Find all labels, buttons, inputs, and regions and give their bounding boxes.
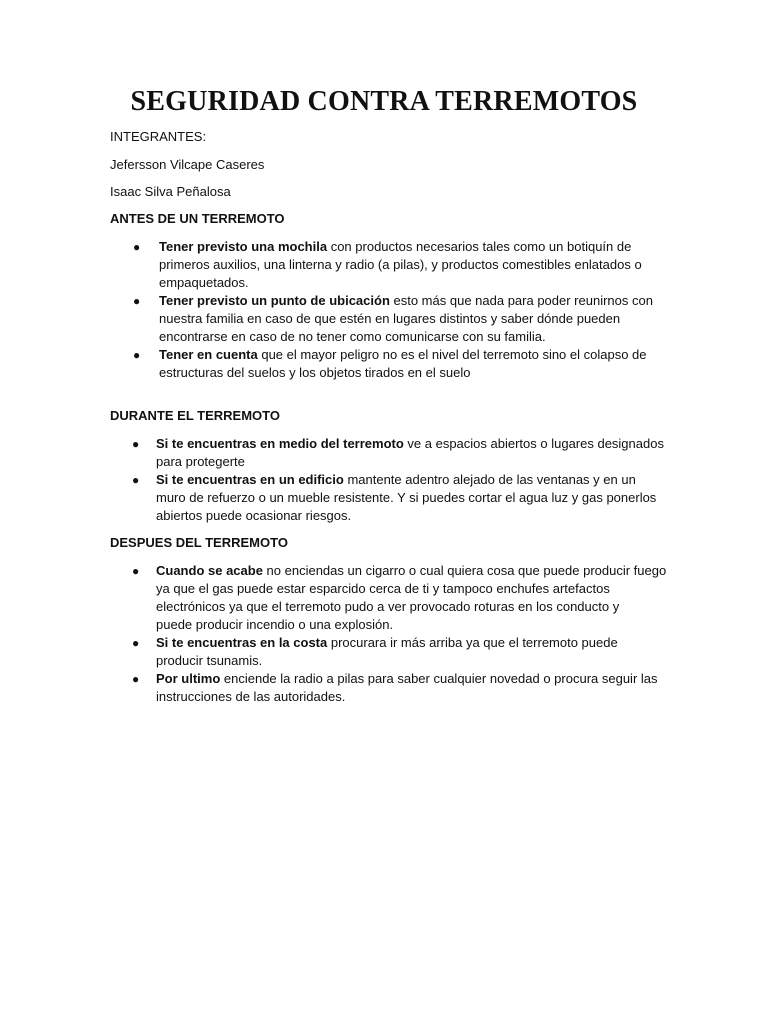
bullet-text: primeros auxilios, una linterna y radio (a pilas), y productos comestibles enlatados o [159, 257, 642, 272]
bullet-icon: ● [133, 348, 141, 362]
list-item [110, 238, 670, 292]
bullet-text: abiertos puede ocasionar riesgos. [156, 508, 352, 523]
bullet-icon: ● [133, 294, 141, 308]
section-heading-antes: ANTES DE UN TERREMOTO [110, 211, 285, 226]
bullet-icon: ● [133, 240, 141, 254]
bullet-text: nuestra familia en caso de que estén en lugares distintos y saber dónde pueden [159, 311, 621, 326]
list-item [110, 471, 670, 525]
bullet-text: ya que el gas puede estar esparcido cerca de ti y tampoco enchufes artefactos [156, 581, 610, 596]
bullet-text: instrucciones de las autoridades. [156, 689, 346, 704]
list-item [110, 346, 670, 382]
bullet-text: no enciendas un cigarro o cual quiera cosa que puede producir fuego [262, 563, 667, 578]
bullet-emphasis: Tener previsto una mochila [159, 239, 328, 254]
bullet-emphasis: Si te encuentras en medio del terremoto [156, 436, 404, 451]
integrantes-label: INTEGRANTES: [110, 129, 207, 144]
bullet-text: que el mayor peligro no es el nivel del terremoto sino el colapso de [257, 347, 647, 362]
bullet-text: esto más que nada para poder reunirnos con [389, 293, 653, 308]
bullet-emphasis: Si te encuentras en un edificio [156, 472, 344, 487]
member-name: Jefersson Vilcape Caseres [110, 157, 265, 172]
bullet-text: encontrarse en caso de no tener como comunicarse con su familia. [159, 329, 546, 344]
bullet-text: muro de refuerzo o un mueble resistente. Y si puedes cortar el agua luz y gas ponerlos [156, 490, 657, 505]
bullet-list-antes [110, 238, 670, 382]
bullet-text: enciende la radio a pilas para saber cualquier novedad o procura seguir las [220, 671, 658, 686]
list-item [110, 435, 670, 471]
list-item [110, 292, 670, 346]
section-heading-durante: DURANTE EL TERREMOTO [110, 408, 280, 423]
bullet-emphasis: Cuando se acabe [156, 563, 263, 578]
list-item [110, 670, 670, 706]
bullet-text: puede producir incendio o una explosión. [156, 617, 394, 632]
bullet-list-durante [110, 435, 670, 525]
bullet-text: estructuras del suelos y los objetos tirados en el suelo [159, 365, 471, 380]
bullet-text: mantente adentro alejado de las ventanas y en un [343, 472, 636, 487]
list-item [110, 562, 670, 634]
bullet-icon: ● [132, 672, 140, 686]
bullet-text: electrónicos ya que el terremoto pudo a ver provocado roturas en los conducto y [156, 599, 620, 614]
member-name: Isaac Silva Peñalosa [110, 184, 231, 199]
bullet-text: ve a espacios abiertos o lugares designados [403, 436, 664, 451]
bullet-text: empaquetados. [159, 275, 249, 290]
bullet-text: para protegerte [156, 454, 245, 469]
bullet-list-despues [110, 562, 670, 706]
bullet-text: procurara ir más arriba ya que el terremoto puede [327, 635, 618, 650]
bullet-emphasis: Tener previsto un punto de ubicación [159, 293, 390, 308]
bullet-icon: ● [132, 473, 140, 487]
bullet-emphasis: Tener en cuenta [159, 347, 258, 362]
bullet-icon: ● [132, 636, 140, 650]
section-heading-despues: DESPUES DEL TERREMOTO [110, 535, 288, 550]
bullet-icon: ● [132, 564, 140, 578]
bullet-text: con productos necesarios tales como un botiquín de [327, 239, 632, 254]
page-title: SEGURIDAD CONTRA TERREMOTOS [130, 86, 638, 117]
list-item [110, 634, 670, 670]
bullet-emphasis: Por ultimo [156, 671, 221, 686]
bullet-emphasis: Si te encuentras en la costa [156, 635, 328, 650]
bullet-text: producir tsunamis. [156, 653, 263, 668]
bullet-icon: ● [132, 437, 140, 451]
